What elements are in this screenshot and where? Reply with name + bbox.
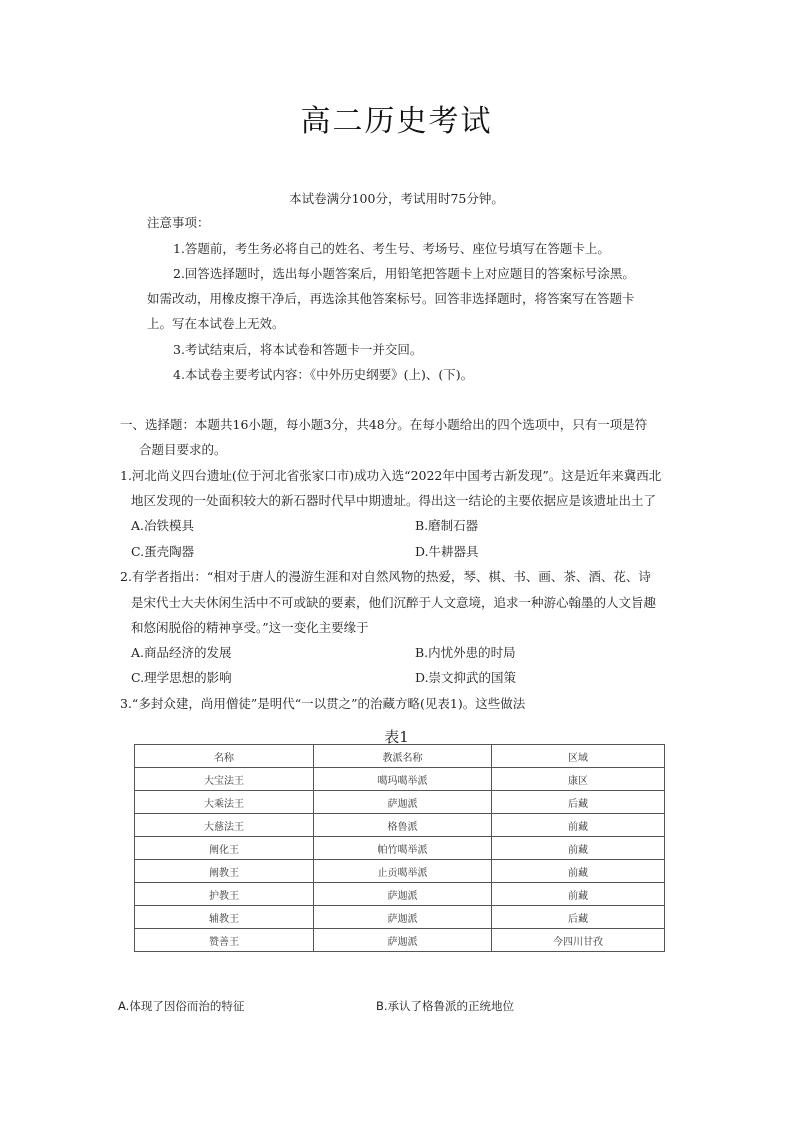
- table-row: [135, 768, 665, 791]
- table-cell: 萨迦派: [314, 906, 492, 929]
- table-cell: 后藏: [492, 906, 665, 929]
- section-heading: 一、选择题：本题共16小题，每小题3分，共48分。在每小题给出的四个选项中，只有一项是符: [120, 417, 648, 432]
- question-2-option-b: B.内忧外患的时局: [415, 645, 516, 660]
- note-1: 1.答题前，考生务必将自己的姓名、考生号、考场号、座位号填写在答题卡上。: [173, 241, 610, 256]
- question-2-stem-end: 和悠闲脱俗的精神享受。”这一变化主要缘于: [131, 620, 369, 635]
- question-1-option-c: C.蛋壳陶器: [131, 544, 195, 559]
- table-cell: 阐化王: [135, 837, 314, 860]
- table-header-cell: 教派名称: [314, 745, 492, 768]
- table-cell: 大慈法王: [135, 814, 314, 837]
- question-2-stem: 2.有学者指出：“相对于唐人的漫游生涯和对自然风物的热爱，琴、棋、书、画、茶、酒、花、诗: [120, 569, 651, 584]
- exam-intro: 本试卷满分100分，考试用时75分钟。: [289, 191, 504, 206]
- table-cell: 后藏: [492, 791, 665, 814]
- note-2-continued: 如需改动，用橡皮擦干净后，再选涂其他答案标号。回答非选择题时，将答案写在答题卡: [147, 291, 635, 306]
- table-row: [135, 837, 665, 860]
- note-4: 4.本试卷主要考试内容：《中外历史纲要》(上)、(下)。: [173, 367, 474, 382]
- question-2-option-c: C.理学思想的影响: [131, 670, 232, 685]
- question-3-option-b: B.承认了格鲁派的正统地位: [376, 999, 515, 1013]
- table-row: [135, 814, 665, 837]
- table-cell: 阐教王: [135, 860, 314, 883]
- table-cell: 帕竹噶举派: [314, 837, 492, 860]
- question-2-option-a: A.商品经济的发展: [131, 645, 232, 660]
- tibet-policy-table: [134, 744, 665, 952]
- table-header-row: [135, 745, 665, 768]
- question-1-option-a: A.冶铁模具: [131, 518, 195, 533]
- table-cell: 萨迦派: [314, 929, 492, 952]
- table-row: [135, 860, 665, 883]
- table-row: [135, 906, 665, 929]
- table-header-cell: 名称: [135, 745, 314, 768]
- table-cell: 康区: [492, 768, 665, 791]
- table-cell: 前藏: [492, 837, 665, 860]
- table-cell: 萨迦派: [314, 883, 492, 906]
- table-cell: 今四川甘孜: [492, 929, 665, 952]
- question-3-stem: 3.“多封众建，尚用僧徒”是明代“一以贯之”的治藏方略(见表1)。这些做法: [120, 696, 526, 711]
- page-title: 高二历史考试: [300, 104, 493, 139]
- table-cell: 前藏: [492, 883, 665, 906]
- question-2-option-d: D.崇文抑武的国策: [415, 670, 517, 685]
- table-cell: 辅教王: [135, 906, 314, 929]
- table-row: [135, 929, 665, 952]
- section-heading-continued: 合题目要求的。: [139, 442, 227, 457]
- note-2-end: 上。写在本试卷上无效。: [147, 316, 285, 331]
- question-1-stem-continued: 地区发现的一处面积较大的新石器时代早中期遗址。得出这一结论的主要依据应是该遗址出土了: [131, 493, 657, 508]
- table-caption: 表1: [384, 728, 409, 746]
- table-cell: 前藏: [492, 814, 665, 837]
- table-cell: 萨迦派: [314, 791, 492, 814]
- table-header-cell: 区域: [492, 745, 665, 768]
- table-row: [135, 791, 665, 814]
- table-cell: 前藏: [492, 860, 665, 883]
- question-3-option-a: A.体现了因俗而治的特征: [118, 999, 245, 1013]
- question-1-option-d: D.牛耕器具: [415, 544, 479, 559]
- table-cell: 噶玛噶举派: [314, 768, 492, 791]
- table-cell: 赞善王: [135, 929, 314, 952]
- table-cell: 护教王: [135, 883, 314, 906]
- table-cell: 止贡噶举派: [314, 860, 492, 883]
- table-row: [135, 883, 665, 906]
- table-cell: 大乘法王: [135, 791, 314, 814]
- table-cell: 格鲁派: [314, 814, 492, 837]
- note-3: 3.考试结束后，将本试卷和答题卡一并交回。: [173, 342, 423, 357]
- question-2-stem-continued: 是宋代士大夫休闲生活中不可或缺的要素，他们沉醉于人文意境，追求一种游心翰墨的人文旨趣: [131, 595, 657, 610]
- question-1-stem: 1.河北尚义四台遗址(位于河北省张家口市)成功入选“2022年中国考古新发现”。这是近年来冀西北: [120, 468, 662, 483]
- table-cell: 大宝法王: [135, 768, 314, 791]
- question-1-option-b: B.磨制石器: [415, 518, 479, 533]
- notes-heading: 注意事项：: [147, 215, 210, 230]
- note-2: 2.回答选择题时，选出每小题答案后，用铅笔把答题卡上对应题目的答案标号涂黑。: [173, 266, 635, 281]
